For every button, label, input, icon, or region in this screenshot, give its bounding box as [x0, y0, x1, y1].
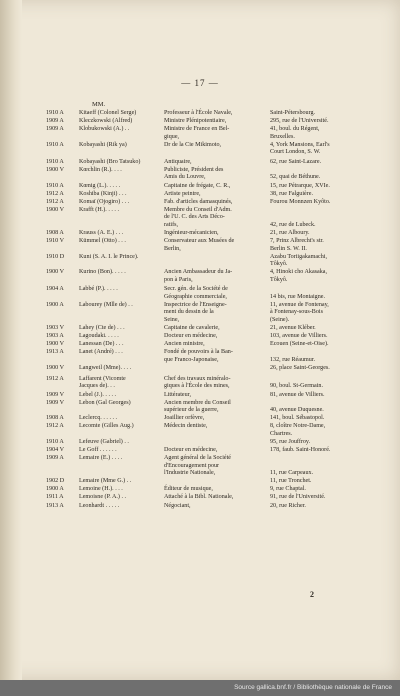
member-entry [0, 333, 400, 341]
entry-name: Leclercq. . . . . . [79, 415, 118, 422]
entry-year: 1912 A [46, 190, 64, 197]
entry-occupation: Ancien membre du Conseil supérieur de la guerre, [164, 399, 231, 414]
entry-address: 4, Hinoki cho Akasaka, Tôkyô. [270, 269, 328, 283]
entry-address: 42, rue de Lubeck. [270, 221, 316, 228]
entry-name: Kobayashi (Rik ya) [79, 141, 127, 148]
entry-address: Ecouen (Seine-et-Oise). [270, 341, 329, 348]
entry-year: 1910 A [46, 438, 64, 445]
member-entry [0, 254, 400, 270]
entry-occupation: Fondé de pouvoirs à la Ban- que Franco-Japonaise, [164, 349, 233, 363]
entry-name: Kleczkowski (Alfred) [79, 118, 133, 125]
entry-address: Fourou Monnzen Kyôto. [270, 198, 331, 205]
entry-year: 1908 A [46, 415, 64, 422]
entry-name: Langweil (Mme). . . . [79, 364, 132, 371]
entry-year: 1909 V [46, 399, 65, 406]
entry-occupation: Ministre de France en Bel- gique, [164, 126, 230, 140]
member-entry [0, 207, 400, 230]
member-entry [0, 126, 400, 142]
entry-address: 132, rue Réaumur. [270, 356, 316, 363]
entry-occupation: Docteur en médecine, [164, 447, 218, 454]
entry-name: Krauss (A. E.) . . . [79, 229, 124, 236]
member-entry [0, 486, 400, 494]
member-entry [0, 159, 400, 167]
entry-year: 1900 V [46, 364, 65, 371]
member-entry [0, 118, 400, 126]
entry-year: 1913 A [46, 502, 64, 509]
entry-address: 8, cloître Notre-Dame, Chartres. [270, 423, 326, 437]
entry-address: 41, boul. du Régent, Bruxelles. [270, 126, 320, 140]
member-entry [0, 183, 400, 191]
member-entry [0, 302, 400, 325]
entry-year: 1900 A [46, 301, 64, 308]
entry-year: 1910 A [46, 110, 64, 116]
entry-address: 15, rue Pétrarque, XVIe. [270, 182, 330, 189]
entry-occupation: Fab. d'articles damasquinés, [164, 198, 233, 205]
entry-name: Kümmel (Otto) . . . [79, 238, 126, 245]
member-entry [0, 238, 400, 254]
entry-occupation: Capitaine de frégate, C. R., [164, 182, 231, 189]
member-entry [0, 167, 400, 183]
member-entry [0, 447, 400, 455]
entry-year: 1910 A [46, 141, 64, 148]
entry-address: 40, avenue Duquesne. [270, 407, 324, 414]
entry-occupation: Ministre Plénipotentiaire, [164, 118, 227, 125]
source-footer: Source gallica.bnf.fr / Bibliothèque nationale de France [0, 680, 400, 696]
entry-year: 1904 V [46, 447, 65, 454]
entry-address: 7, Prinz Albrecht's str. Berlin S. W. II. [270, 238, 324, 252]
entry-name: Lecomte (Gilles Aug.) [79, 423, 134, 430]
entry-address: 26, place Saint-Georges. [270, 364, 330, 371]
entry-year: 1910 D [46, 253, 65, 260]
entry-occupation: Secr. gén. de la Société de Géographie commerciale, [164, 286, 228, 300]
entry-address: 90, boul. St-Germain. [270, 383, 323, 390]
entry-year: 1900 V [46, 269, 65, 276]
entry-occupation: Inspectrice de l'Enseigne- ment du dessin de la Seine, [164, 301, 227, 323]
entry-occupation: Médecin dentiste, [164, 423, 208, 430]
member-entry [0, 415, 400, 423]
entry-year: 1912 A [46, 423, 64, 430]
entry-name: Kuni (S. A. I. le Prince). [79, 253, 139, 260]
member-entry [0, 494, 400, 502]
entry-name: Komaï (Ojogiro) . . . [79, 198, 130, 205]
entry-name: Lanet (André) . . . [79, 349, 123, 356]
entry-address: 21, avenue Kléber. [270, 325, 316, 331]
entry-name: Klobukowski (A.) . . [79, 126, 130, 133]
entry-address: 11, rue Tronchet. [270, 478, 312, 485]
entry-name: Kitaeff (Colonel Serge) [79, 110, 137, 116]
entry-name: Lebon (Gal Georges) [79, 399, 131, 406]
entry-name: Kœchlin (R.). . . . [79, 166, 122, 173]
entry-address: 178, faub. Saint-Honoré. [270, 447, 331, 454]
entry-name: Lemoine (H.). . . . [79, 486, 123, 493]
entry-address: 295, rue de l'Université. [270, 118, 329, 125]
member-entry [0, 269, 400, 286]
entry-address: 14 bis, rue Montaigne. [270, 293, 326, 300]
entry-occupation: Éditeur de musique, [164, 486, 213, 493]
entry-name: Laffarent (Vicomte Jacques de). . . [79, 375, 126, 390]
entry-address: 11, rue Carpeaux. [270, 470, 314, 477]
member-entry [0, 349, 400, 365]
entry-year: 1910 A [46, 182, 64, 189]
member-entry [0, 325, 400, 333]
member-entry [0, 455, 400, 478]
entry-occupation: Agent général de la Société d'Encouragement pour l'Industrie Nationale, [164, 455, 232, 477]
entry-address: 20, rue Richer. [270, 502, 306, 509]
entry-address: 52, quai de Béthune. [270, 174, 321, 181]
entry-address: 38, rue Falguière. [270, 190, 313, 197]
member-entry [0, 199, 400, 207]
member-entry [0, 341, 400, 349]
entry-occupation: Attaché à la Bibl. Nationale, [164, 494, 234, 501]
entry-occupation: Artiste peintre, [164, 190, 201, 197]
entry-name: Lagoudaki. . . . . [79, 333, 119, 340]
member-entry [0, 286, 400, 302]
entry-address: 21, rue Alboury. [270, 229, 310, 236]
entry-occupation: Dr de la Cie Mikimoto, [164, 141, 222, 148]
entry-occupation: Ingénieur-mécanicien, [164, 229, 219, 236]
entry-name: Le Goff . . . . . . [79, 447, 117, 454]
member-entry [0, 191, 400, 199]
entry-year: 1909 A [46, 118, 64, 125]
entry-address: 81, avenue de Villiers. [270, 391, 325, 398]
member-entry [0, 365, 400, 376]
entry-name: Lebel (J.). . . . . [79, 391, 117, 398]
entry-address: 91, rue de l'Université. [270, 494, 326, 501]
entry-address: 141, boul. Sébastopol. [270, 415, 325, 422]
entry-year: 1913 A [46, 349, 64, 356]
entry-year: 1900 V [46, 166, 65, 173]
member-entry [0, 392, 400, 400]
entry-occupation: Joaillier orfèvre, [164, 415, 205, 422]
entry-occupation: Ancien Ambassadeur du Ja- pon à Paris, [164, 269, 233, 283]
entry-occupation: Publiciste, Président des Amis du Louvre, [164, 166, 224, 181]
list-heading: MM. [92, 101, 106, 108]
entry-year: 1912 A [46, 198, 64, 205]
entry-name: Labourey (Mlle de) . . [79, 301, 133, 308]
entry-year: 1900 V [46, 341, 65, 348]
entry-year: 1903 V [46, 325, 65, 331]
entry-occupation: Membre du Conseil d'Adm. de l'U. C. des Arts Déco- ratifs, [164, 206, 232, 228]
entry-name: Kobayashi (Bro Tatsuko) [79, 158, 141, 165]
member-entry [0, 400, 400, 416]
entry-year: 1900 V [46, 206, 65, 213]
entry-year: 1910 V [46, 238, 65, 245]
member-entry [0, 503, 400, 511]
entry-year: 1903 A [46, 333, 64, 340]
entry-year: 1909 V [46, 391, 65, 398]
member-entry [0, 423, 400, 439]
entry-occupation: Ancien ministre, [164, 341, 205, 348]
member-entry [0, 376, 400, 392]
entry-address: Azabu Toriigakamachi, Tôkyô. [270, 253, 327, 268]
entry-name: Krafft (H.). . . . . [79, 206, 119, 213]
entry-year: 1900 A [46, 486, 64, 493]
entry-address: 4, York Mansions, Earl's Court London, S. W. [270, 141, 330, 156]
entry-year: 1911 A [46, 494, 64, 501]
entry-occupation: Négociant, [164, 502, 191, 509]
entry-name: Leonhardt . . . . . [79, 502, 120, 509]
entry-address: 9, rue Chaptal. [270, 486, 306, 493]
entry-name: Lemaire (Mme G.) . . [79, 478, 132, 485]
entry-name: Lemoisne (P. A.) . . [79, 494, 127, 501]
entry-name: Lanessan (De) . . . [79, 341, 124, 348]
entry-occupation: Littérateur, [164, 391, 191, 398]
entry-occupation: Conservateur aux Musées de Berlin, [164, 238, 235, 252]
entry-occupation: Professeur à l'École Navale, [164, 110, 233, 116]
entry-address: 11, avenue de Fontenay, à Fontenay-sous-Bois (Seine). [270, 301, 329, 323]
entry-address: 103, avenue de Villiers. [270, 333, 328, 340]
member-entry [0, 230, 400, 238]
entry-name: Kurino (Bon). . . . . [79, 269, 126, 276]
signature-mark: 2 [310, 590, 314, 599]
entry-occupation: Capitaine de cavalerie, [164, 325, 220, 331]
entry-year: 1909 A [46, 126, 64, 133]
entry-address: 95, rue Jouffroy. [270, 438, 311, 445]
entry-occupation: Antiquaire, [164, 158, 192, 165]
entry-year: 1908 A [46, 229, 64, 236]
entry-name: Kœnig (L.). . . . . [79, 182, 121, 189]
entry-address: Saint-Pétersbourg. [270, 110, 316, 116]
entry-year: 1910 A [46, 158, 64, 165]
member-entry [0, 142, 400, 159]
entry-name: Koshiba (Kinji) . . . [79, 190, 127, 197]
entry-year: 1909 A [46, 455, 64, 462]
entry-address: 62, rue Saint-Lazare. [270, 158, 322, 165]
member-entry [0, 110, 400, 118]
member-list [0, 110, 400, 511]
entry-name: Lefeuve (Gabriel) . . [79, 438, 129, 445]
entry-name: Labbé (P.). . . . . [79, 286, 118, 293]
entry-year: 1902 D [46, 478, 65, 485]
entry-name: Lahey (Cte de) . . . [79, 325, 125, 331]
entry-year: 1912 A [46, 375, 64, 382]
entry-occupation: Docteur en médecine, [164, 333, 218, 340]
page-number: — 17 — [181, 78, 219, 88]
entry-year: 1904 A [46, 286, 64, 293]
member-entry [0, 439, 400, 447]
entry-name: Lemaire (E.) . . . . [79, 455, 123, 462]
entry-occupation: Chef des travaux minéralo- giques à l'École des mines, [164, 375, 231, 390]
